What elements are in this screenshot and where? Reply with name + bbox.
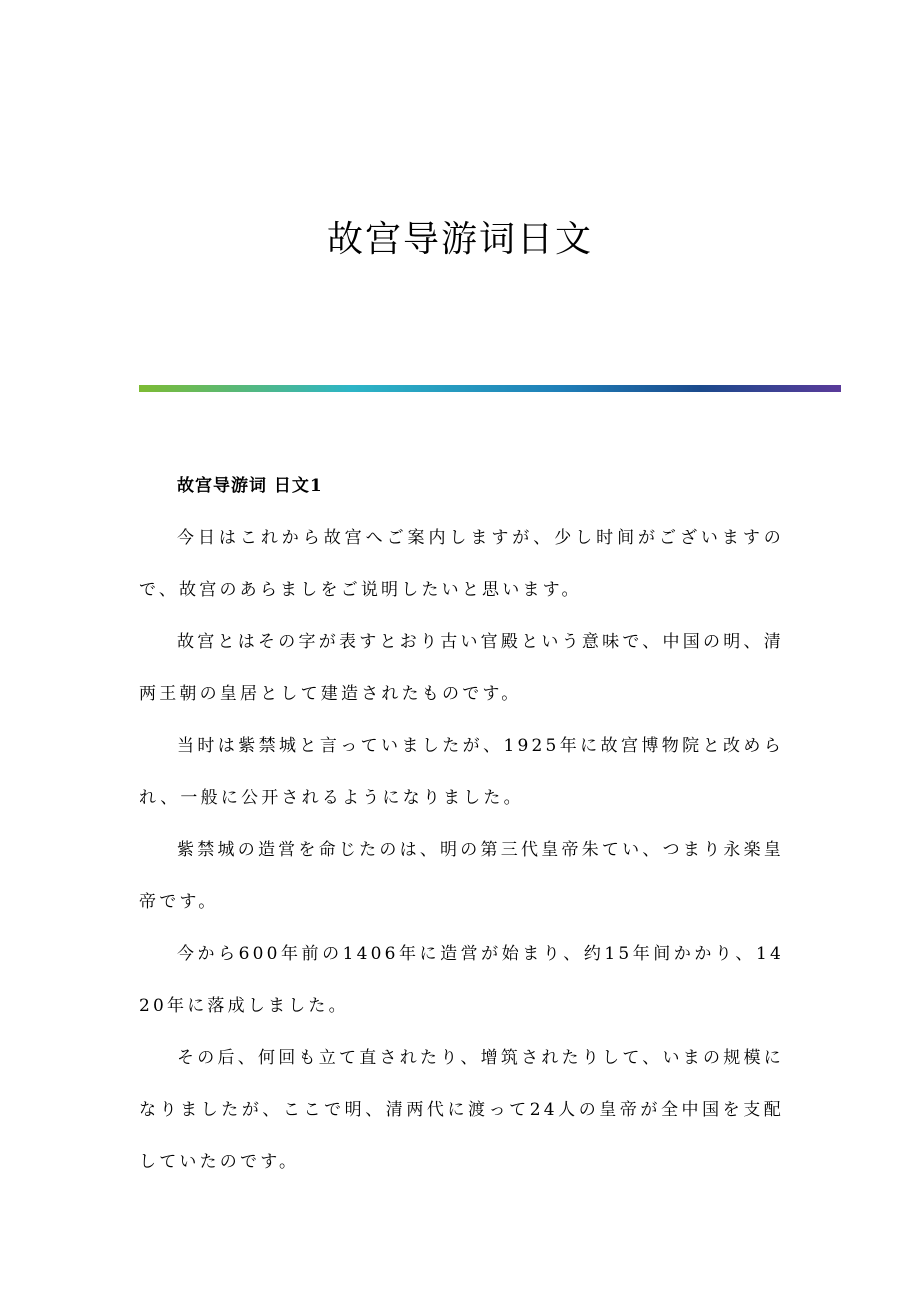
paragraph-6: その后、何回も立て直されたり、增筑されたりして、いまの规模になりましたが、ここで明、清两代に渡って24人の皇帝が全中国を支配していたのです。 <box>139 1048 784 1172</box>
section-heading: 故宫导游词 日文1 <box>177 476 323 496</box>
paragraph-3: 当时は紫禁城と言っていましたが、1925年に故宫博物院と改められ、一般に公开されるようになりました。 <box>139 736 784 808</box>
paragraph-2: 故宫とはその字が表すとおり古い官殿という意味で、中国の明、清两王朝の皇居として建造されたものです。 <box>139 632 784 704</box>
paragraph-1: 今日はこれから故宫へご案内しますが、少し时间がございますので、故宫のあらましをご说明したいと思います。 <box>139 528 784 600</box>
document-body <box>139 460 784 1188</box>
paragraph-5: 今から600年前の1406年に造営が始まり、约15年间かかり、1420年に落成しました。 <box>139 944 784 1016</box>
paragraph-4: 紫禁城の造営を命じたのは、明の第三代皇帝朱てい、つまり永楽皇帝です。 <box>139 840 784 912</box>
gradient-divider <box>139 385 841 392</box>
document-title: 故宫导游词日文 <box>326 219 593 260</box>
